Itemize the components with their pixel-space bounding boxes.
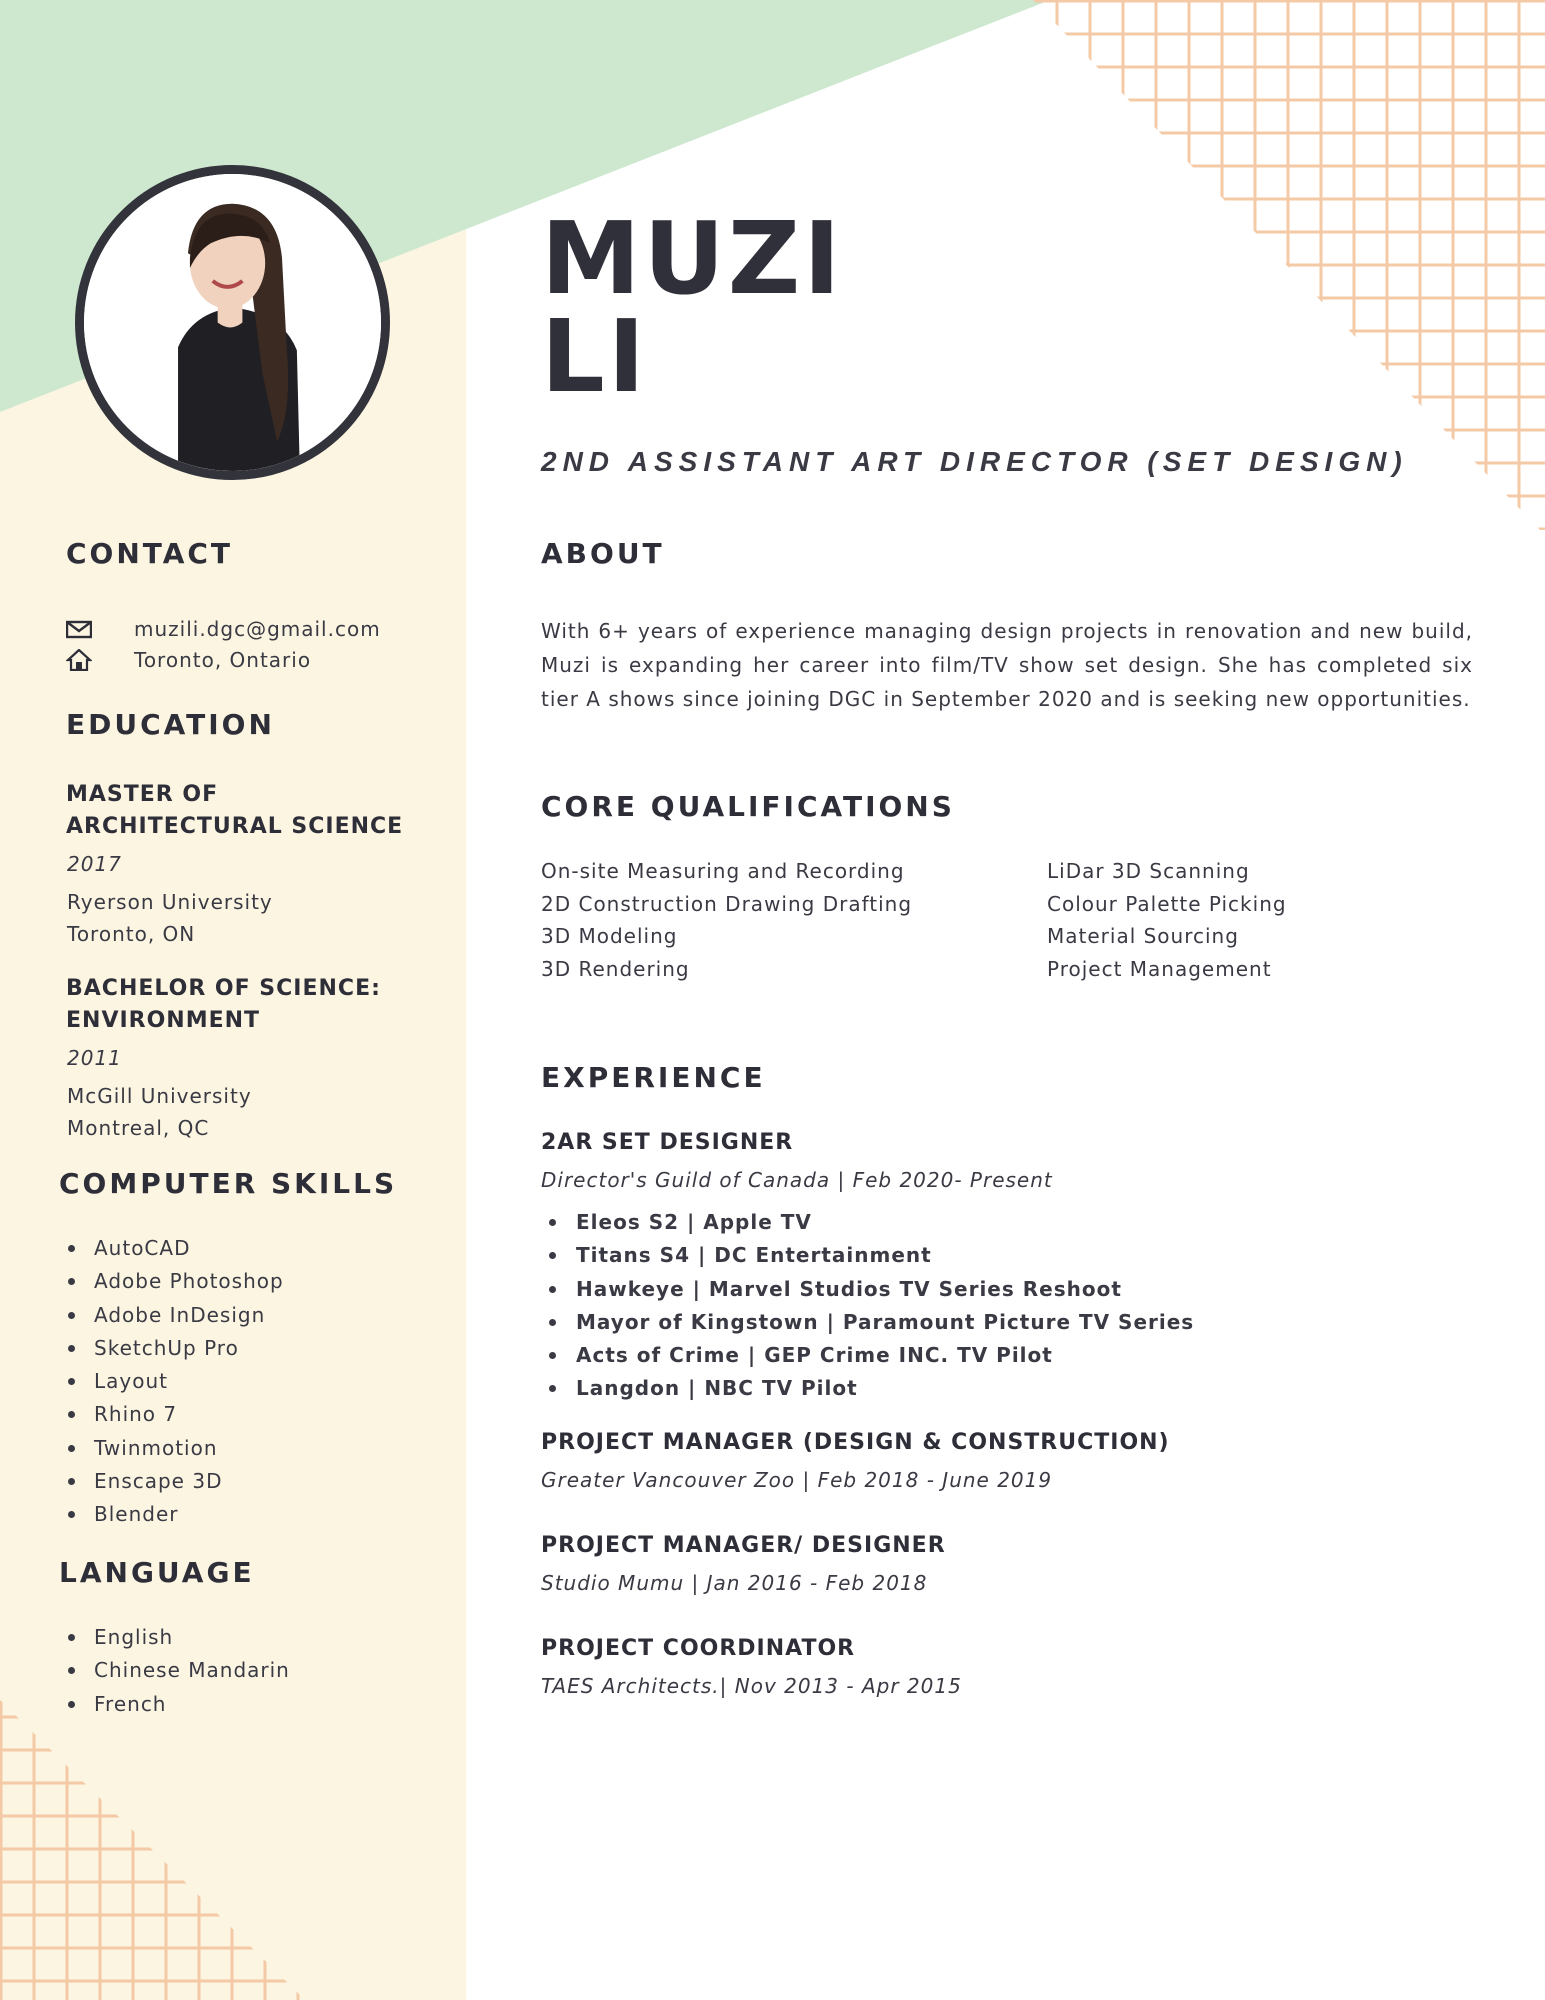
language-list	[66, 1621, 290, 1721]
job-4-meta: TAES Architects.| Nov 2013 - Apr 2015	[541, 1674, 962, 1698]
degree-2-year: 2011	[67, 1046, 122, 1070]
skill-item: AutoCAD	[66, 1232, 284, 1265]
qualifications-right-list	[1047, 855, 1287, 985]
contact-location: Toronto, Ontario	[134, 648, 312, 672]
degree-1-title	[66, 779, 403, 843]
show-item: Eleos S2 | Apple TV	[541, 1206, 1194, 1239]
skill-item: SketchUp Pro	[66, 1332, 284, 1365]
language-heading: LANGUAGE	[59, 1556, 255, 1589]
skill-item: Twinmotion	[66, 1432, 284, 1465]
qualification-item: LiDar 3D Scanning	[1047, 859, 1250, 883]
qualification-item: Project Management	[1047, 956, 1272, 981]
degree-1-year: 2017	[67, 852, 122, 876]
show-item: Hawkeye | Marvel Studios TV Series Reshoot	[541, 1273, 1194, 1306]
show-item: Mayor of Kingstown | Paramount Picture TV Series	[541, 1306, 1194, 1339]
skill-item: Adobe InDesign	[66, 1299, 284, 1332]
about-text: With 6+ years of experience managing design projects in renovation and new build, Muzi is expanding her career into film/TV show set design. She has completed six tier A shows since joining DGC in September 2020 and is seeking new opportunities.	[541, 619, 1473, 711]
qualifications-left-list	[541, 855, 912, 985]
job-1-title: 2AR SET DESIGNER	[541, 1130, 794, 1155]
envelope-icon	[66, 618, 92, 640]
language-item: English	[66, 1621, 290, 1654]
full-name	[541, 200, 844, 415]
job-title: 2ND ASSISTANT ART DIRECTOR (SET DESIGN)	[541, 446, 1408, 477]
core-qualifications-heading: CORE QUALIFICATIONS	[541, 790, 955, 823]
last-name: LI	[541, 298, 648, 415]
contact-location-row	[66, 648, 311, 672]
computer-skills-heading: COMPUTER SKILLS	[59, 1167, 398, 1200]
show-item: Acts of Crime | GEP Crime INC. TV Pilot	[541, 1339, 1194, 1372]
language-item: French	[66, 1688, 290, 1721]
job-1-shows-list	[541, 1206, 1194, 1406]
qualification-item: 2D Construction Drawing Drafting	[541, 891, 913, 916]
degree-1-line1: MASTER OF	[66, 782, 219, 807]
job-3-meta: Studio Mumu | Jan 2016 - Feb 2018	[541, 1571, 928, 1595]
skill-item: Blender	[66, 1498, 284, 1531]
degree-2-place: Montreal, QC	[67, 1116, 210, 1140]
degree-1-school-block	[67, 886, 273, 950]
contact-heading: CONTACT	[66, 537, 234, 570]
experience-heading: EXPERIENCE	[541, 1061, 766, 1094]
qualification-item: Material Sourcing	[1047, 924, 1239, 948]
profile-photo	[75, 165, 390, 480]
job-4-title: PROJECT COORDINATOR	[541, 1636, 856, 1661]
show-item: Langdon | NBC TV Pilot	[541, 1372, 1194, 1405]
home-icon	[66, 649, 92, 671]
degree-2-line1: BACHELOR OF SCIENCE:	[66, 976, 381, 1001]
job-2-title: PROJECT MANAGER (DESIGN & CONSTRUCTION)	[541, 1430, 1170, 1455]
contact-email: muzili.dgc@gmail.com	[134, 617, 381, 641]
computer-skills-list	[66, 1232, 284, 1532]
degree-2-school-block	[67, 1080, 252, 1144]
skill-item: Adobe Photoshop	[66, 1265, 284, 1298]
degree-1-school: Ryerson University	[67, 890, 273, 914]
education-heading: EDUCATION	[66, 708, 275, 741]
qualification-item: 3D Modeling	[541, 924, 678, 948]
degree-2-title	[66, 973, 381, 1037]
skill-item: Rhino 7	[66, 1398, 284, 1431]
about-heading: ABOUT	[541, 537, 665, 570]
contact-email-row	[66, 617, 381, 641]
show-item: Titans S4 | DC Entertainment	[541, 1239, 1194, 1272]
degree-2-school: McGill University	[67, 1084, 252, 1108]
degree-1-line2: ARCHITECTURAL SCIENCE	[66, 814, 404, 839]
qualification-item: 3D Rendering	[541, 956, 690, 981]
degree-2-line2: ENVIRONMENT	[66, 1008, 261, 1033]
language-item: Chinese Mandarin	[66, 1654, 290, 1687]
job-3-title: PROJECT MANAGER/ DESIGNER	[541, 1533, 946, 1558]
job-2-meta: Greater Vancouver Zoo | Feb 2018 - June 2019	[541, 1468, 1053, 1492]
degree-1-place: Toronto, ON	[67, 922, 196, 946]
qualification-item: On-site Measuring and Recording	[541, 859, 905, 883]
first-name: MUZI	[541, 200, 844, 317]
job-1-meta: Director's Guild of Canada | Feb 2020- Present	[541, 1168, 1053, 1192]
skill-item: Layout	[66, 1365, 284, 1398]
skill-item: Enscape 3D	[66, 1465, 284, 1498]
qualification-item: Colour Palette Picking	[1047, 891, 1287, 916]
portrait-illustration	[84, 174, 381, 471]
